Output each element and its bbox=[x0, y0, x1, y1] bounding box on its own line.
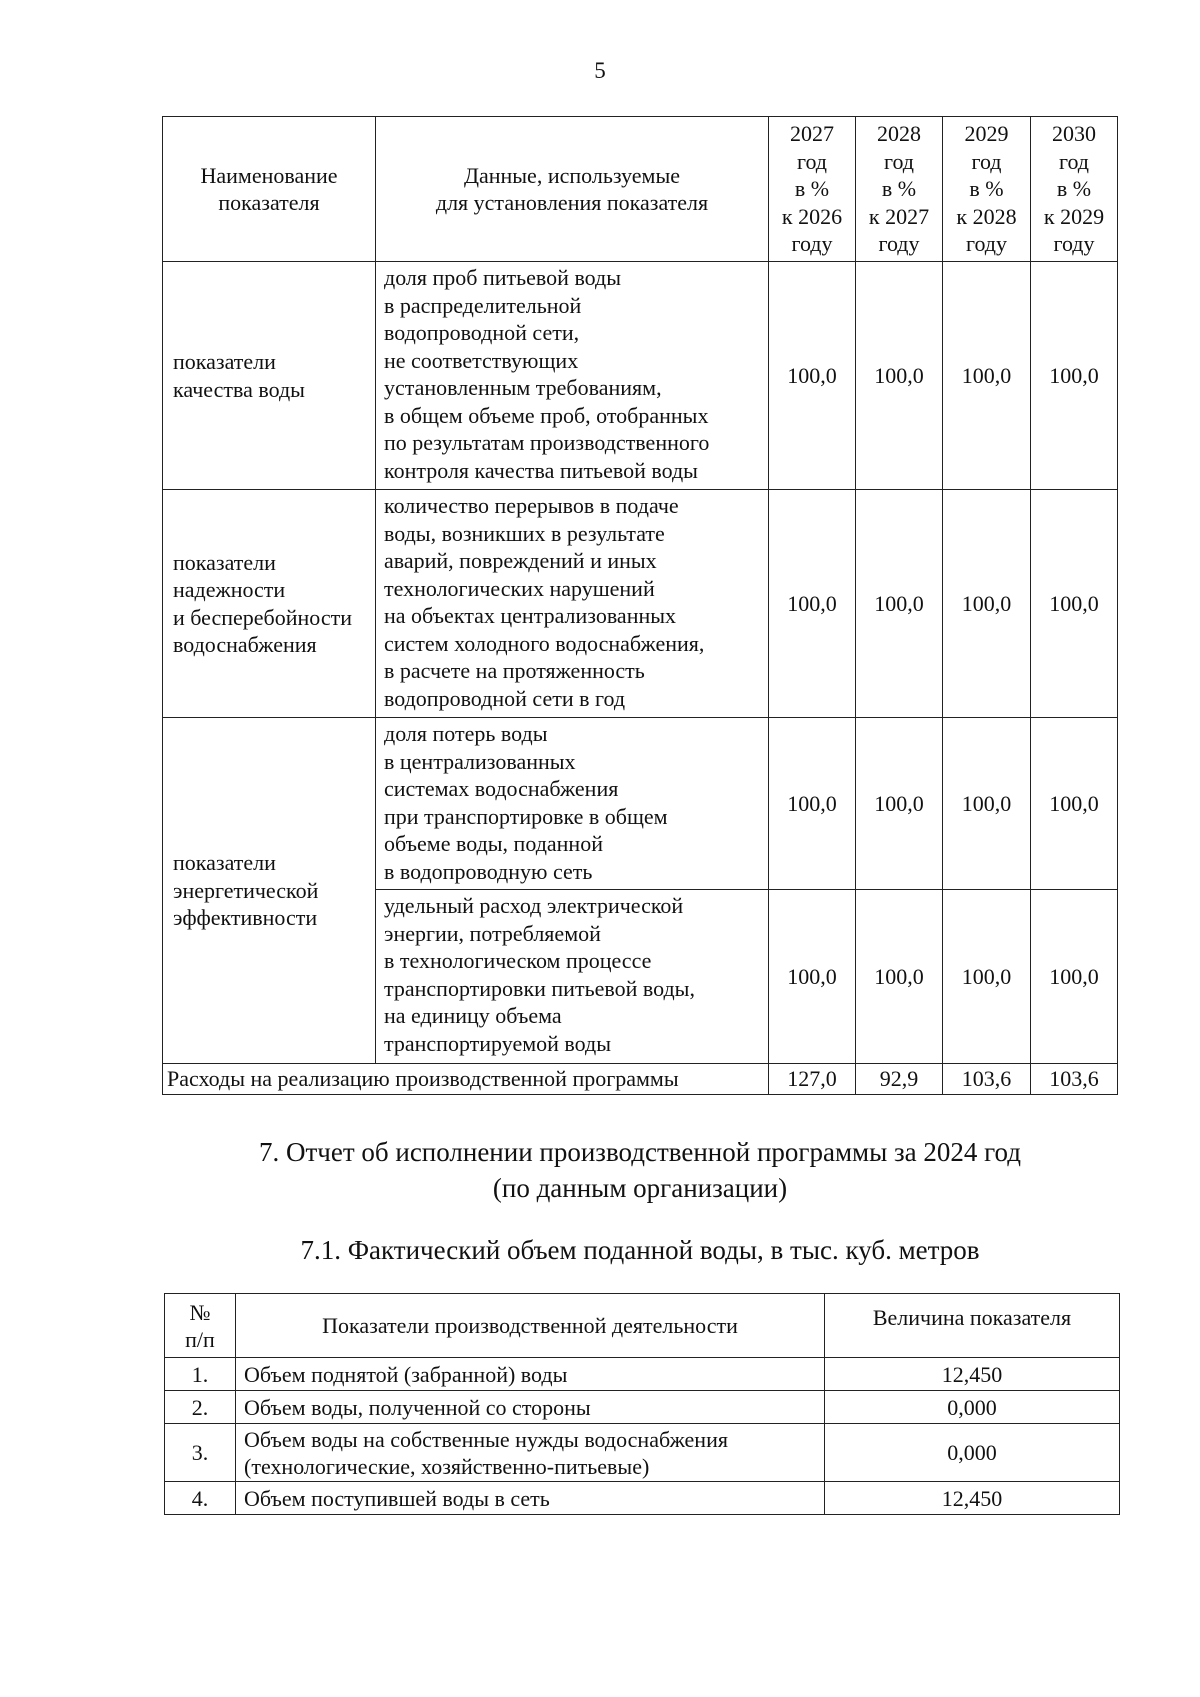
indicator-data: количество перерывов в подаче воды, возникших в результате аварий, повреждений и иных технологических нарушений на объектах централизованных систем холодного водоснабжения, в расчете на протяженность водопроводной сети в год bbox=[376, 490, 769, 718]
column-header-name: Показатели производственной деятельности bbox=[236, 1294, 825, 1358]
table-row bbox=[165, 1482, 1120, 1515]
section-7-title-line2: (по данным организации) bbox=[492, 1173, 788, 1203]
table-row bbox=[163, 262, 1118, 490]
indicator-data: доля потерь воды в централизованных системах водоснабжения при транспортировке в общем объеме воды, поданной в водопроводную сеть bbox=[376, 718, 769, 890]
row-number: 2. bbox=[165, 1391, 236, 1424]
indicator-data: доля проб питьевой воды в распределительной водопроводной сети, не соответствующих установленным требованиям, в общем объеме проб, отобранных по результатам производственного контроля качества питьевой воды bbox=[376, 262, 769, 490]
value-cell: 100,0 bbox=[1031, 718, 1118, 890]
indicator-data: удельный расход электрической энергии, потребляемой в технологическом процессе транспортировки питьевой воды, на единицу объема транспортируемой воды bbox=[376, 890, 769, 1064]
indicator-name: показатели качества воды bbox=[163, 262, 376, 490]
table-header-row bbox=[165, 1294, 1120, 1358]
table-row bbox=[163, 718, 1118, 890]
value-cell: 100,0 bbox=[1031, 890, 1118, 1064]
value-cell: 100,0 bbox=[769, 490, 856, 718]
total-value: 103,6 bbox=[1031, 1064, 1118, 1095]
total-row bbox=[163, 1064, 1118, 1095]
value-cell: 100,0 bbox=[856, 262, 943, 490]
row-name: Объем поднятой (забранной) воды bbox=[236, 1358, 825, 1391]
row-value: 0,000 bbox=[825, 1391, 1120, 1424]
value-cell: 100,0 bbox=[769, 718, 856, 890]
column-header-2030: 2030 год в % к 2029 году bbox=[1031, 117, 1118, 262]
section-7-title-line1: 7. Отчет об исполнении производственной программы за 2024 год bbox=[258, 1137, 1022, 1167]
total-label: Расходы на реализацию производственной программы bbox=[163, 1064, 769, 1095]
value-cell: 100,0 bbox=[769, 262, 856, 490]
total-value: 127,0 bbox=[769, 1064, 856, 1095]
value-cell: 100,0 bbox=[1031, 490, 1118, 718]
row-number: 1. bbox=[165, 1358, 236, 1391]
indicator-name: показатели энергетической эффективности bbox=[163, 718, 376, 1064]
value-cell: 100,0 bbox=[943, 490, 1031, 718]
total-value: 92,9 bbox=[856, 1064, 943, 1095]
value-cell: 100,0 bbox=[769, 890, 856, 1064]
value-cell: 100,0 bbox=[856, 890, 943, 1064]
indicator-name: показатели надежности и бесперебойности водоснабжения bbox=[163, 490, 376, 718]
row-number: 4. bbox=[165, 1482, 236, 1515]
column-header-num: № п/п bbox=[165, 1294, 236, 1358]
row-name: Объем поступившей воды в сеть bbox=[236, 1482, 825, 1515]
row-value: 12,450 bbox=[825, 1358, 1120, 1391]
value-cell: 100,0 bbox=[943, 890, 1031, 1064]
water-volume-table bbox=[164, 1293, 1120, 1515]
value-cell: 100,0 bbox=[856, 718, 943, 890]
table-header-row bbox=[163, 117, 1118, 262]
row-name: Объем воды, полученной со стороны bbox=[236, 1391, 825, 1424]
section-7-1-title: 7.1. Фактический объем поданной воды, в тыс. куб. метров bbox=[300, 1235, 980, 1265]
total-value: 103,6 bbox=[943, 1064, 1031, 1095]
column-header-2028: 2028 год в % к 2027 году bbox=[856, 117, 943, 262]
row-name: Объем воды на собственные нужды водоснабжения (технологические, хозяйственно-питьевые) bbox=[236, 1424, 825, 1482]
value-cell: 100,0 bbox=[856, 490, 943, 718]
row-value: 12,450 bbox=[825, 1482, 1120, 1515]
value-cell: 100,0 bbox=[943, 718, 1031, 890]
table-row bbox=[165, 1358, 1120, 1391]
column-header-data: Данные, используемые для установления показателя bbox=[376, 117, 769, 262]
column-header-2027: 2027 год в % к 2026 году bbox=[769, 117, 856, 262]
page-number: 5 bbox=[594, 58, 606, 83]
column-header-2029: 2029 год в % к 2028 году bbox=[943, 117, 1031, 262]
target-indicators-table bbox=[162, 116, 1118, 1095]
row-value: 0,000 bbox=[825, 1424, 1120, 1482]
value-cell: 100,0 bbox=[1031, 262, 1118, 490]
column-header-indicator: Наименование показателя bbox=[163, 117, 376, 262]
column-header-value: Величина показателя bbox=[825, 1294, 1120, 1358]
table-row bbox=[163, 490, 1118, 718]
table-row bbox=[165, 1424, 1120, 1482]
table-row bbox=[165, 1391, 1120, 1424]
row-number: 3. bbox=[165, 1424, 236, 1482]
value-cell: 100,0 bbox=[943, 262, 1031, 490]
section-7-title bbox=[0, 1134, 1200, 1206]
